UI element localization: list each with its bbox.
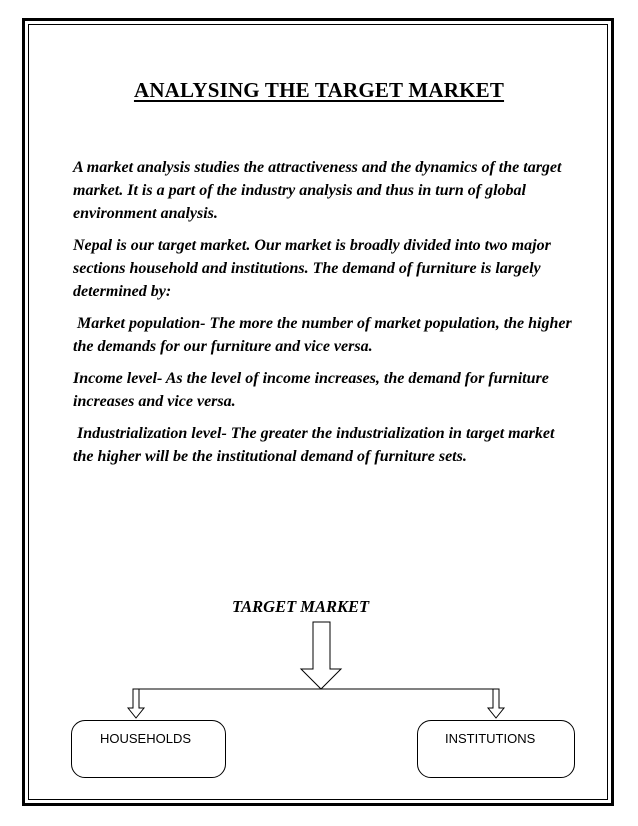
main-down-arrow-icon	[301, 622, 341, 689]
left-down-arrow-icon	[128, 689, 144, 718]
page-title: ANALYSING THE TARGET MARKET	[133, 78, 505, 102]
paragraph-market-population: Market population- The more the number of market population, the higher the demands for our furniture and vice versa.	[73, 315, 576, 355]
paragraph-intro: A market analysis studies the attractiveness and the dynamics of the target market. It is a part of the industry analysis and thus in turn of global environment analysis.	[73, 159, 562, 222]
institutions-box	[417, 720, 575, 778]
right-down-arrow-icon	[488, 689, 504, 718]
paragraph-industrialization: Industrialization level- The greater the industrialization in target market the higher will be the institutional demand of furniture sets.	[73, 425, 559, 465]
households-label: HOUSEHOLDS	[100, 731, 192, 746]
institutions-label: INSTITUTIONS	[445, 731, 536, 746]
households-box	[71, 720, 226, 778]
diagram-root-label: TARGET MARKET	[232, 597, 370, 616]
paragraph-nepal: Nepal is our target market. Our market is broadly divided into two major sections household and institutions. The demand of furniture is largely determined by:	[73, 237, 551, 300]
paragraph-income-level: Income level- As the level of income increases, the demand for furniture increases and vice versa.	[73, 370, 549, 410]
